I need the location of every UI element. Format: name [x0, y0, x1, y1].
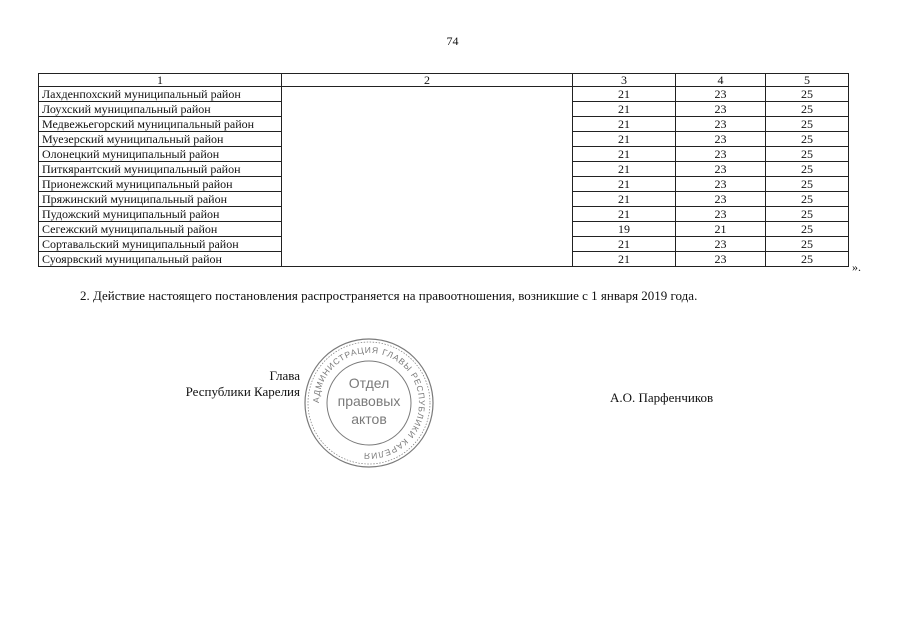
column-3-cell: 21 [573, 132, 676, 147]
table-row [39, 192, 849, 207]
column-5-cell: 25 [766, 87, 849, 102]
region-name-cell: Прионежский муниципальный район [39, 177, 282, 192]
region-name-cell: Сегежский муниципальный район [39, 222, 282, 237]
stamp-line-3: актов [351, 411, 387, 427]
column-3-cell: 21 [573, 102, 676, 117]
column-3-cell: 21 [573, 207, 676, 222]
column-2-cell [282, 102, 573, 117]
column-3-cell: 21 [573, 147, 676, 162]
header-col-5: 5 [766, 74, 849, 87]
column-4-cell: 23 [676, 132, 766, 147]
closing-quote: ». [852, 260, 861, 274]
signatory-title-line-2: Республики Карелия [185, 384, 300, 399]
column-2-cell [282, 132, 573, 147]
column-2-cell [282, 192, 573, 207]
column-4-cell: 23 [676, 162, 766, 177]
region-table [38, 73, 849, 267]
region-name-cell: Пряжинский муниципальный район [39, 192, 282, 207]
column-4-cell: 23 [676, 177, 766, 192]
header-col-3: 3 [573, 74, 676, 87]
column-2-cell [282, 207, 573, 222]
table-row [39, 222, 849, 237]
region-name-cell: Суоярвский муниципальный район [39, 252, 282, 267]
table-row [39, 162, 849, 177]
column-4-cell: 23 [676, 207, 766, 222]
column-4-cell: 23 [676, 87, 766, 102]
header-col-4: 4 [676, 74, 766, 87]
column-5-cell: 25 [766, 117, 849, 132]
table-row [39, 177, 849, 192]
column-5-cell: 25 [766, 162, 849, 177]
column-5-cell: 25 [766, 147, 849, 162]
column-5-cell: 25 [766, 252, 849, 267]
column-5-cell: 25 [766, 192, 849, 207]
column-5-cell: 25 [766, 102, 849, 117]
column-4-cell: 23 [676, 147, 766, 162]
stamp-line-2: правовых [337, 393, 401, 409]
region-name-cell: Лахденпохский муниципальный район [39, 87, 282, 102]
table-row [39, 207, 849, 222]
column-3-cell: 21 [573, 87, 676, 102]
header-col-2: 2 [282, 74, 573, 87]
column-4-cell: 23 [676, 117, 766, 132]
table-row [39, 102, 849, 117]
signatory-title-line-1: Глава [269, 368, 300, 383]
effective-date-paragraph: 2. Действие настоящего постановления распространяется на правоотношения, возникшие с 1 января 2019 года. [80, 288, 698, 303]
column-2-cell [282, 147, 573, 162]
region-name-cell: Пудожский муниципальный район [39, 207, 282, 222]
column-3-cell: 19 [573, 222, 676, 237]
table-row [39, 252, 849, 267]
table-row [39, 147, 849, 162]
region-name-cell: Сортавальский муниципальный район [39, 237, 282, 252]
column-2-cell [282, 222, 573, 237]
official-stamp [302, 336, 436, 470]
signatory-name: А.О. Парфенчиков [610, 390, 714, 405]
region-name-cell: Олонецкий муниципальный район [39, 147, 282, 162]
column-4-cell: 23 [676, 102, 766, 117]
signatory-title [150, 368, 300, 400]
header-col-1: 1 [39, 74, 282, 87]
column-2-cell [282, 87, 573, 102]
table-row [39, 132, 849, 147]
stamp-line-1: Отдел [348, 375, 390, 391]
region-name-cell: Медвежьегорский муниципальный район [39, 117, 282, 132]
column-2-cell [282, 237, 573, 252]
column-3-cell: 21 [573, 162, 676, 177]
column-4-cell: 23 [676, 237, 766, 252]
column-3-cell: 21 [573, 117, 676, 132]
column-2-cell [282, 117, 573, 132]
column-5-cell: 25 [766, 237, 849, 252]
stamp-ring-text: АДМИНИСТРАЦИЯ ГЛАВЫ РЕСПУБЛИКИ КАРЕЛИЯ [310, 344, 428, 462]
column-2-cell [282, 252, 573, 267]
column-5-cell: 25 [766, 177, 849, 192]
column-5-cell: 25 [766, 132, 849, 147]
column-4-cell: 23 [676, 252, 766, 267]
page-number: 74 [446, 34, 459, 48]
region-name-cell: Питкярантский муниципальный район [39, 162, 282, 177]
column-3-cell: 21 [573, 252, 676, 267]
table-row [39, 237, 849, 252]
table-body [39, 74, 849, 267]
column-2-cell [282, 162, 573, 177]
table-row [39, 87, 849, 102]
column-3-cell: 21 [573, 237, 676, 252]
region-name-cell: Муезерский муниципальный район [39, 132, 282, 147]
column-4-cell: 21 [676, 222, 766, 237]
table-row [39, 117, 849, 132]
region-name-cell: Лоухский муниципальный район [39, 102, 282, 117]
column-2-cell [282, 177, 573, 192]
column-5-cell: 25 [766, 207, 849, 222]
column-4-cell: 23 [676, 192, 766, 207]
column-5-cell: 25 [766, 222, 849, 237]
column-3-cell: 21 [573, 177, 676, 192]
column-3-cell: 21 [573, 192, 676, 207]
table-header-row [39, 74, 849, 87]
